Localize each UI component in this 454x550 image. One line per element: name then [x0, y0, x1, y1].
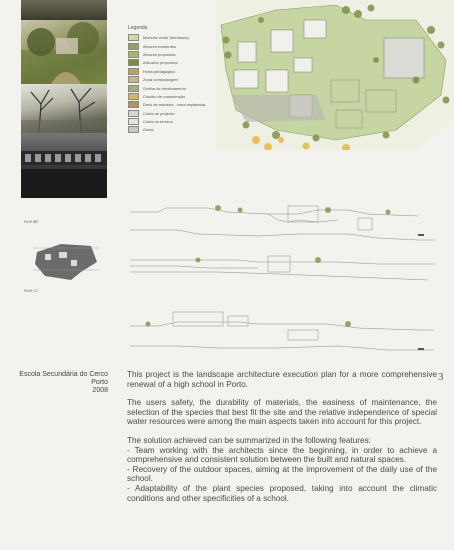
legend-swatch — [128, 43, 139, 50]
legend-label: Circuito de manutenção — [143, 93, 186, 99]
legend-label: Cotas de projecto — [143, 110, 175, 116]
page-number: 3 — [438, 371, 444, 383]
legend-item — [128, 118, 216, 125]
legend-swatch — [128, 51, 139, 58]
legend-item — [128, 101, 216, 108]
site-plan-drawing — [216, 0, 454, 150]
body-text — [127, 370, 437, 512]
sections-illustration — [118, 198, 440, 358]
legend-item — [128, 93, 216, 100]
key-plan-drawing — [31, 236, 101, 284]
legend-swatch — [128, 76, 139, 83]
legend-title: Legenda — [128, 25, 148, 31]
photo-trees-illustration — [21, 84, 107, 133]
legend-rows — [128, 34, 216, 134]
school-year: 2008 — [92, 387, 108, 394]
paragraph-1: This project is the landscape architecture execution plan for a more comprehensive renewal of a high school in Porto. — [127, 370, 437, 389]
legend-item — [128, 76, 216, 83]
legend-swatch — [128, 68, 139, 75]
sections-drawing — [118, 198, 440, 358]
legend-label: Cotas do terreno — [143, 119, 173, 125]
legend-label: Guias — [143, 127, 154, 133]
photo-courtyard-illustration — [21, 20, 107, 84]
legend-item — [128, 126, 216, 133]
project-info — [18, 371, 108, 395]
photo-school-facade — [21, 133, 107, 198]
legend-swatch — [128, 126, 139, 133]
key-plan-label-top: Perfil BB' — [24, 220, 39, 224]
legend-label: Árvores existentes — [143, 43, 176, 49]
legend-label: Deck de madeira - zona esplanada — [143, 102, 206, 108]
paragraph-3-intro: The solution achieved can be summarized in the following features: — [127, 435, 371, 445]
photo-courtyard-trees — [21, 20, 107, 84]
bullet-3: - Adaptability of the plant species proposed, taking into account the climatic conditions and other specificities of a school. — [127, 483, 437, 503]
legend-swatch — [128, 85, 139, 92]
bullet-1: - Team working with the architects since the beginning, in order to achieve a comprehensive and consistent solution between the built and natural spaces. — [127, 445, 437, 465]
school-name: Escola Secundária do Cerco — [19, 371, 108, 378]
key-plan — [21, 212, 111, 302]
legend-item — [128, 68, 216, 75]
legend-label: Árvores propostas — [143, 51, 176, 57]
legend-label: Grelha de enrelvamento — [143, 85, 186, 91]
legend-item — [128, 59, 216, 66]
legend-item — [128, 51, 216, 58]
legend-swatch — [128, 59, 139, 66]
key-plan-label-bottom: Perfil CC' — [24, 289, 39, 293]
legend-label: Arbustos propostos — [143, 60, 178, 66]
legend-item — [128, 110, 216, 117]
legend — [128, 25, 216, 135]
legend-label: Zona compostagem — [143, 77, 179, 83]
bullet-2: - Recovery of the outdoor spaces, aiming at the improvement of the daily use of the school. — [127, 464, 437, 484]
paragraph-2: The users safety, the durability of materials, the easiness of maintenance, the selection of the species that best fit the site and the relative independence of special water resources were among the main aspects taken into account for this project. — [127, 398, 437, 427]
school-city: Porto — [91, 379, 108, 386]
legend-label: Horta pedagógica — [143, 68, 175, 74]
photo-facade-illustration — [21, 133, 107, 198]
legend-swatch — [128, 34, 139, 41]
legend-label: Mancha verde (herbácea) — [143, 35, 189, 41]
legend-item — [128, 84, 216, 91]
legend-swatch — [128, 118, 139, 125]
paragraph-3 — [127, 436, 437, 503]
legend-swatch — [128, 93, 139, 100]
legend-swatch — [128, 101, 139, 108]
legend-item — [128, 34, 216, 41]
legend-swatch — [128, 110, 139, 117]
site-plan — [216, 0, 454, 150]
photo-bare-trees — [21, 84, 107, 133]
legend-item — [128, 42, 216, 49]
photo-building-top — [21, 0, 107, 20]
